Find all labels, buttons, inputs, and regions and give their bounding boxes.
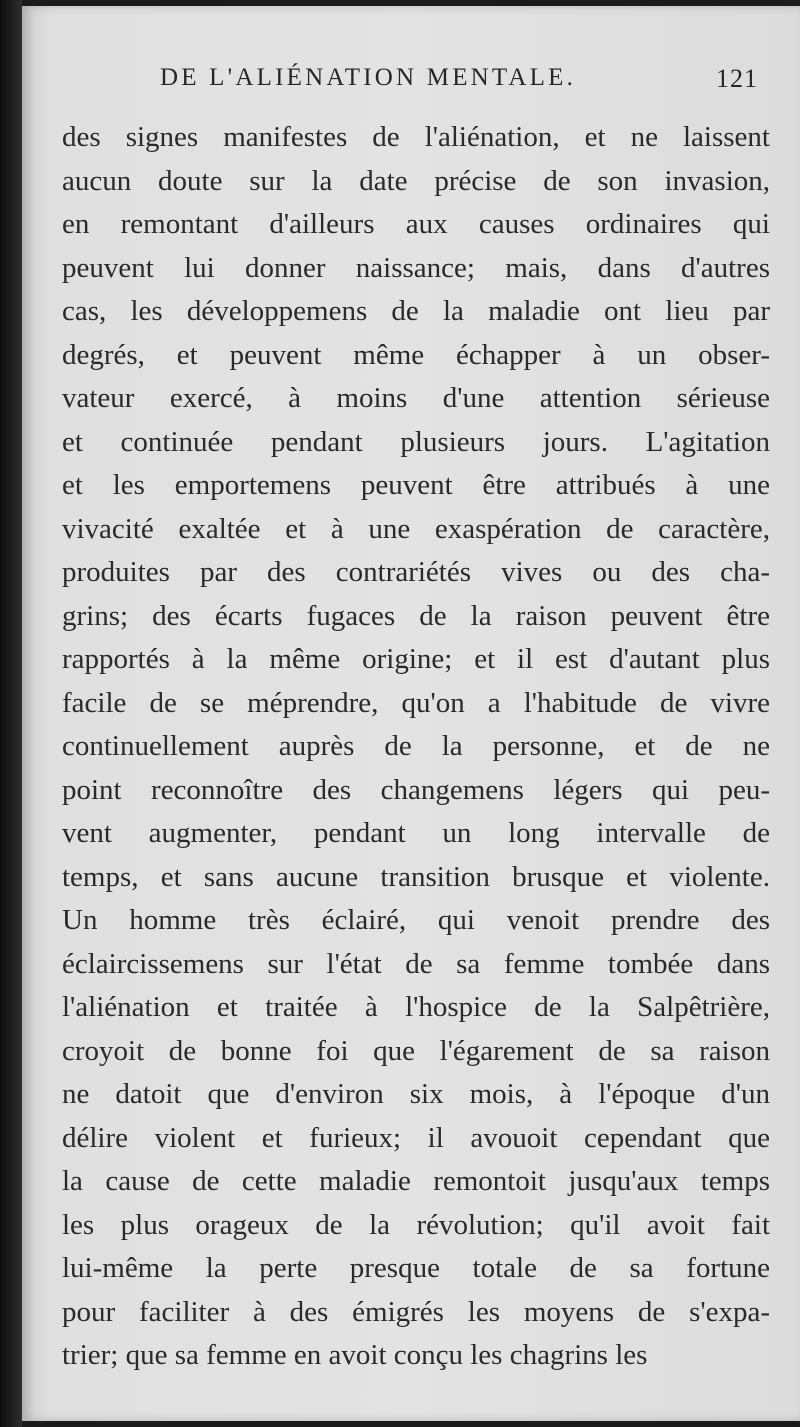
text-line: éclaircissemens sur l'état de sa femme tombée dans — [62, 947, 770, 980]
text-line: en remontant d'ailleurs aux causes ordinaires qui — [62, 208, 770, 240]
text-line: ne datoit que d'environ six mois, à l'époque d'un — [62, 1078, 770, 1110]
text-line: facile de se méprendre, qu'on a l'habitude de vivre — [62, 686, 770, 719]
text-line: trier; que sa femme en avoit conçu les chagrins les — [62, 1339, 648, 1371]
text-line: point reconnoître des changemens légers qui peu- — [62, 773, 770, 806]
text-line: vateur exercé, à moins d'une attention sérieuse — [62, 382, 770, 414]
text-line: les plus orageux de la révolution; qu'il avoit fait — [62, 1208, 770, 1241]
text-line: croyoit de bonne foi que l'égarement de sa raison — [62, 1034, 770, 1067]
text-line: des signes manifestes de l'aliénation, et ne laissent — [62, 121, 770, 153]
book-page — [22, 6, 800, 1421]
text-line: peuvent lui donner naissance; mais, dans d'autres — [62, 251, 770, 284]
text-line: vent augmenter, pendant un long intervalle de — [62, 817, 770, 849]
text-line: délire violent et furieux; il avouoit cependant que — [62, 1121, 770, 1154]
text-line: et continuée pendant plusieurs jours. L'agitation — [62, 425, 770, 458]
text-line: vivacité exaltée et à une exaspération de caractère, — [62, 512, 770, 545]
text-line: cas, les développemens de la maladie ont lieu par — [62, 295, 770, 327]
page-number: 121 — [716, 64, 758, 93]
text-line: temps, et sans aucune transition brusque et violente. — [62, 860, 770, 893]
body-text — [62, 116, 770, 1378]
text-line: la cause de cette maladie remontoit jusqu'aux temps — [62, 1165, 770, 1197]
text-line: et les emportemens peuvent être attribués à une — [62, 469, 770, 501]
text-line: Un homme très éclairé, qui venoit prendre des — [62, 904, 770, 936]
text-line: continuellement auprès de la personne, et de ne — [62, 730, 770, 762]
text-line: aucun doute sur la date précise de son invasion, — [62, 164, 770, 197]
text-line: produites par des contrariétés vives ou des cha- — [62, 556, 770, 588]
running-head-title: DE L'ALIÉNATION MENTALE. — [160, 64, 577, 91]
text-line: rapportés à la même origine; et il est d'autant plus — [62, 643, 770, 675]
text-line: pour faciliter à des émigrés les moyens de s'expa- — [62, 1295, 770, 1328]
book-gutter — [0, 0, 22, 1427]
running-head — [22, 64, 800, 104]
text-line: l'aliénation et traitée à l'hospice de la Salpêtrière, — [62, 991, 770, 1023]
text-line: lui-même la perte presque totale de sa fortune — [62, 1252, 770, 1284]
text-line: degrés, et peuvent même échapper à un obser- — [62, 338, 770, 371]
text-line: grins; des écarts fugaces de la raison peuvent être — [62, 599, 770, 632]
